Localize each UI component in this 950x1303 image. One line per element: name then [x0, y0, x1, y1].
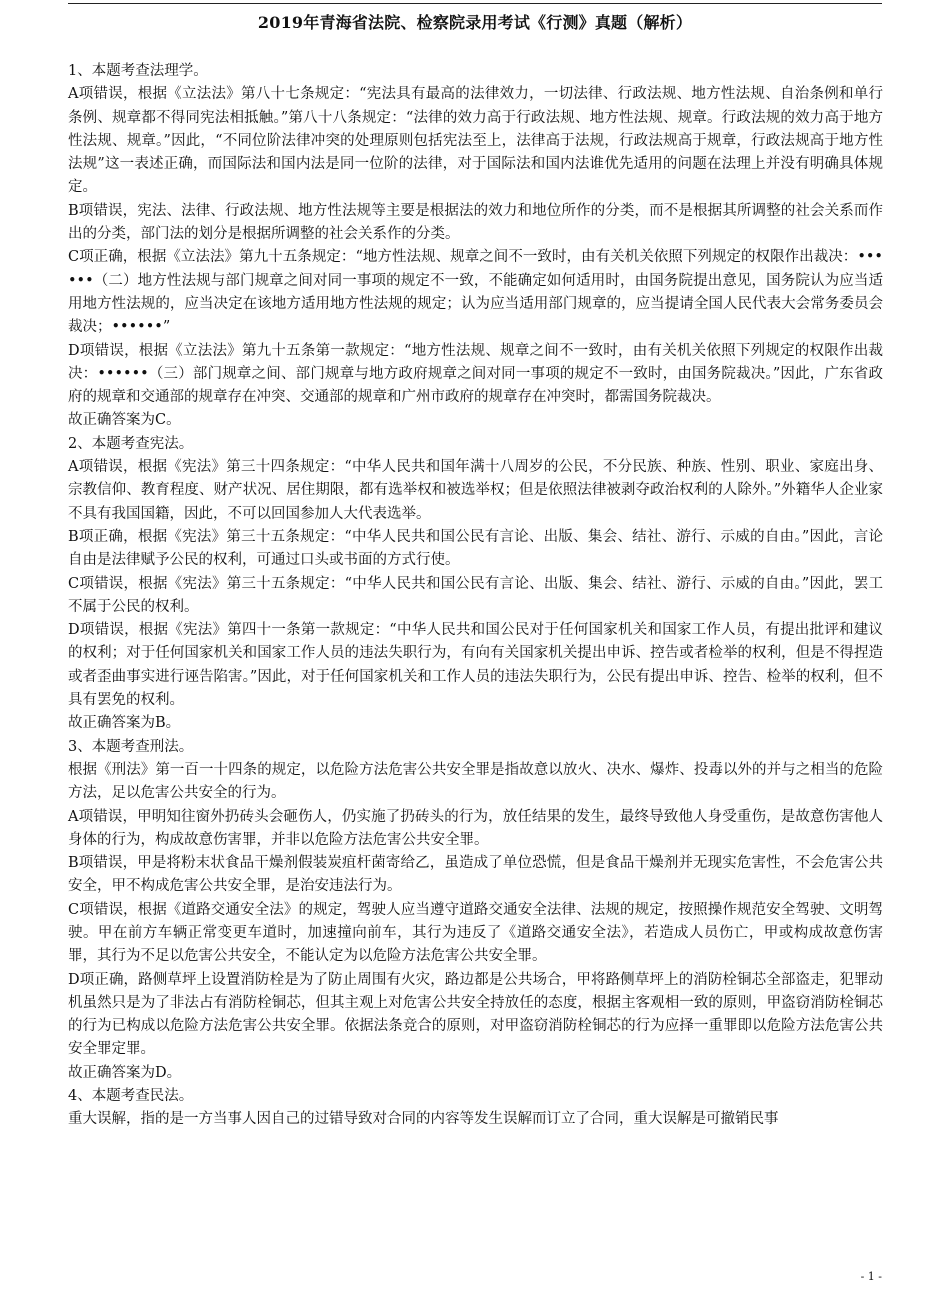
page-number: - 1 -	[860, 1270, 882, 1283]
paragraph-q3-answer: 故正确答案为D。	[68, 1064, 182, 1081]
paragraph-q2-option-b: B项正确，根据《宪法》第三十五条规定：“中华人民共和国公民有言论、出版、集会、结社、游行、示威的自由。”因此，言论自由是法律赋予公民的权利，可通过口头或书面的方式行使。	[68, 528, 883, 569]
paragraph-q1-heading: 1、本题考查法理学。	[68, 63, 208, 79]
paragraph-q2-option-a: A项错误，根据《宪法》第三十四条规定：“中华人民共和国年满十八周岁的公民，不分民族、种族、性别、职业、家庭出身、宗教信仰、教育程度、财产状况、居住期限，都有选举权和被选举权；但是依照法律被剥夺政治权利的人除外。”外籍华人企业家不具有我国国籍，因此，不可以回国参加人大代表选举。	[68, 459, 883, 522]
paragraph-q1-answer: 故正确答案为C。	[68, 412, 181, 429]
paragraph-q1-option-c: C项正确，根据《立法法》第九十五条规定：“地方性法规、规章之间不一致时，由有关机关依照下列规定的权限作出裁决：••••••（二）地方性法规与部门规章之间对同一事项的规定不一致，不能确定如何适用时，由国务院提出意见，国务院认为应当适用地方性法规的，应当决定在该地方适用地方性法规的规定；认为应当适用部门规章的，应当提请全国人民代表大会常务委员会裁决；••••••”	[68, 249, 883, 336]
paragraph-q3-option-d: D项正确，路侧草坪上设置消防栓是为了防止周围有火灾，路边都是公共场合，甲将路侧草坪上的消防栓铜芯全部盗走，犯罪动机虽然只是为了非法占有消防栓铜芯，但其主观上对危害公共安全持放任的态度，根据主客观相一致的原则，甲盗窃消防栓铜芯的行为已构成以危险方法危害公共安全罪。依据法条竞合的原则，对甲盗窃消防栓铜芯的行为应择一重罪即以危险方法危害公共安全罪定罪。	[68, 971, 883, 1058]
paragraph-q2-option-d: D项错误，根据《宪法》第四十一条第一款规定：“中华人民共和国公民对于任何国家机关和国家工作人员，有提出批评和建议的权利；对于任何国家机关和国家工作人员的违法失职行为，有向有关国家机关提出申诉、控告或者检举的权利，但是不得捏造或者歪曲事实进行诬告陷害。”因此，对于任何国家机关和工作人员的违法失职行为，公民有提出申诉、控告、检举的权利，但不具有罢免的权利。	[68, 622, 883, 709]
paragraph-q3-option-b: B项错误，甲是将粉末状食品干燥剂假装炭疽杆菌寄给乙，虽造成了单位恐慌，但是食品干燥剂并无现实危害性，不会危害公共安全，甲不构成危害公共安全罪，是治安违法行为。	[68, 855, 883, 895]
paragraph-q2-answer: 故正确答案为B。	[68, 715, 181, 732]
document-body	[68, 60, 883, 1132]
paragraph-q1-option-a: A项错误，根据《立法法》第八十七条规定：“宪法具有最高的法律效力，一切法律、行政法规、地方性法规、自治条例和单行条例、规章都不得同宪法相抵触。”第八十八条规定：“法律的效力高于行政法规、地方性法规、规章。行政法规的效力高于地方性法规、规章。”因此，“不同位阶法律冲突的处理原则包括宪法至上，法律高于法规，行政法规高于规章，行政法规高于地方性法规”这一表述正确，而国际法和国内法是同一位阶的法律，对于国际法和国内法谁优先适用的问题在法理上并没有明确具体规定。	[68, 86, 883, 196]
paragraph-q1-option-b: B项错误，宪法、法律、行政法规、地方性法规等主要是根据法的效力和地位所作的分类，而不是根据其所调整的社会关系而作出的分类，部门法的划分是根据所调整的社会关系作的分类。	[68, 202, 883, 243]
page-title: 2019年青海省法院、检察院录用考试《行测》真题（解析）	[257, 13, 693, 32]
paragraph-q3-heading: 3、本题考查刑法。	[68, 738, 194, 755]
header-rule	[68, 3, 882, 4]
paragraph-q4-heading: 4、本题考查民法。	[68, 1088, 194, 1105]
paragraph-q3-option-c: C项错误，根据《道路交通安全法》的规定，驾驶人应当遵守道路交通安全法律、法规的规定，按照操作规范安全驾驶、文明驾驶。甲在前方车辆正常变更车道时，加速撞向前车，其行为违反了《道路交通安全法》，若造成人员伤亡，甲或构成故意伤害罪，其行为不足以危害公共安全，不能认定为以危险方法危害公共安全罪。	[68, 901, 883, 965]
paragraph-q3-intro: 根据《刑法》第一百一十四条的规定，以危险方法危害公共安全罪是指故意以放火、决水、爆炸、投毒以外的并与之相当的危险方法，足以危害公共安全的行为。	[68, 761, 883, 802]
paragraph-q1-option-d: D项错误，根据《立法法》第九十五条第一款规定：“地方性法规、规章之间不一致时，由有关机关依照下列规定的权限作出裁决：••••••（三）部门规章之间、部门规章与地方政府规章之间对同一事项的规定不一致时，由国务院裁决。”因此，广东省政府的规章和交通部的规章存在冲突、交通部的规章和广州市政府的规章存在冲突时，都需国务院裁决。	[68, 342, 883, 406]
paragraph-q4-intro: 重大误解，指的是一方当事人因自己的过错导致对合同的内容等发生误解而订立了合同，重大误解是可撤销民事	[68, 1111, 779, 1128]
paragraph-q3-option-a: A项错误，甲明知往窗外扔砖头会砸伤人，仍实施了扔砖头的行为，放任结果的发生，最终导致他人身受重伤，是故意伤害他人身体的行为，构成故意伤害罪，并非以危险方法危害公共安全罪。	[68, 808, 883, 848]
paragraph-q2-option-c: C项错误，根据《宪法》第三十五条规定：“中华人民共和国公民有言论、出版、集会、结社、游行、示威的自由。”因此，罢工不属于公民的权利。	[68, 575, 883, 615]
paragraph-q2-heading: 2、本题考查宪法。	[68, 435, 194, 452]
